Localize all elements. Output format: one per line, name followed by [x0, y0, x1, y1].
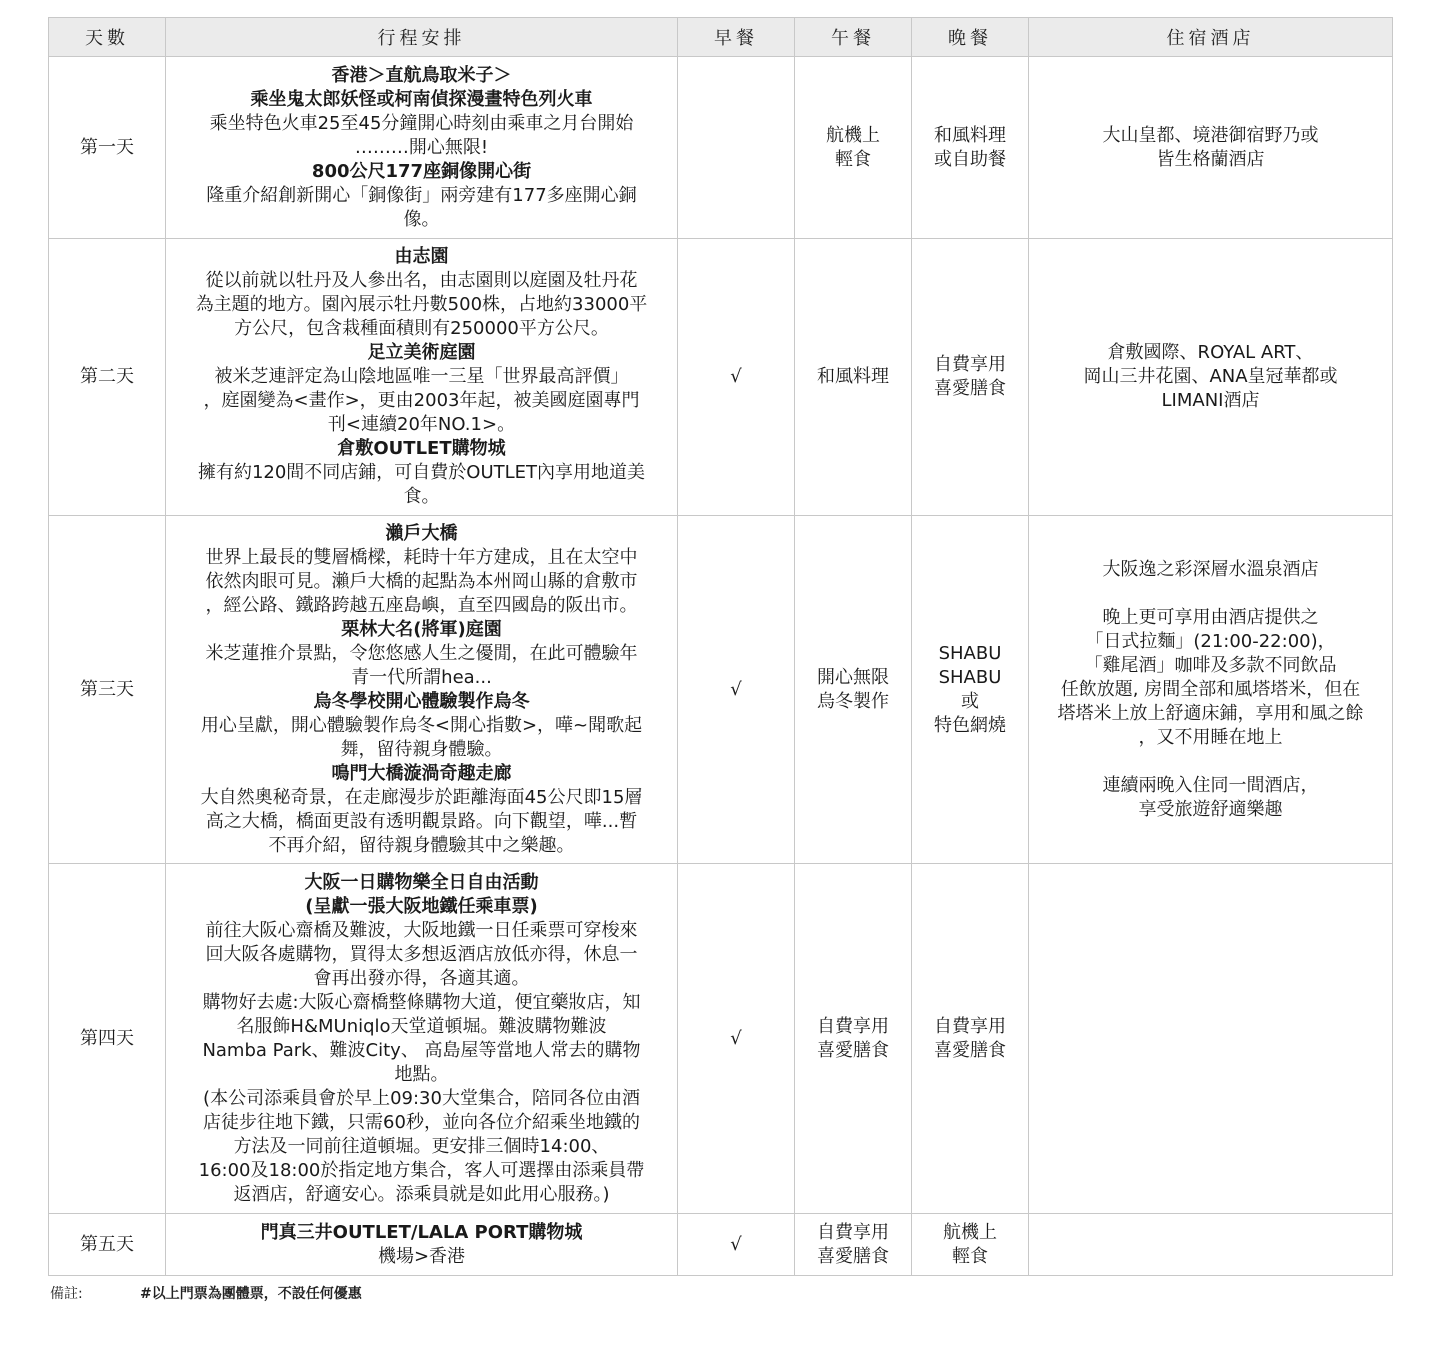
day-cell: 第二天 [49, 239, 166, 516]
header-hotel: 住宿酒店 [1029, 18, 1393, 57]
schedule-title: 瀨戶大橋 [385, 522, 458, 544]
table-row [49, 239, 1393, 516]
header-schedule: 行程安排 [166, 18, 678, 57]
hotel-cell: 大阪逸之彩深層水溫泉酒店 晚上更可享用由酒店提供之 「日式拉麵」(21:00-22:00)， 「雞尾酒」咖啡及多款不同飲品 任飲放題, 房間全部和風塔塔米，但在 塔塔米上放上舒適床鋪，享用和風之餘 ，又不用睡在地上 連續兩晚入住同一間酒店， 享受旅遊舒適樂趣 [1029, 516, 1393, 864]
schedule-title: 足立美術庭園 [367, 342, 476, 363]
day-cell: 第三天 [49, 516, 166, 864]
lunch-cell: 開心無限 烏冬製作 [795, 516, 912, 864]
breakfast-cell: √ [678, 1214, 795, 1276]
schedule-title: 栗林大名(將軍)庭園 [341, 618, 502, 640]
day-cell: 第五天 [49, 1214, 166, 1276]
schedule-cell [166, 516, 678, 864]
dinner-cell: 航機上 輕食 [912, 1214, 1029, 1276]
note-label: 備註: [50, 1286, 83, 1302]
dinner-cell: 自費享用 喜愛膳食 [912, 864, 1029, 1214]
table-row [49, 57, 1393, 239]
table-row [49, 864, 1393, 1214]
hotel-cell [1029, 864, 1393, 1214]
schedule-title: 香港＞直航鳥取米子＞ 乘坐鬼太郎妖怪或柯南偵探漫畫特色列火車 [250, 64, 593, 110]
schedule-desc: 前往大阪心齋橋及難波，大阪地鐵一日任乘票可穿梭來 回大阪各處購物，買得太多想返酒店放低亦得，休息一 會再出發亦得，各適其適。 購物好去處:大阪心齋橋整條購物大道，便宜藥妝店，知 名服飾H&MUniqlo天堂道頓堀。難波購物難波 Namba Park、難波City、 高島屋等當地人常去的購物 地點。 (本公司添乘員會於早上09:30大堂集合，陪同各位由酒 店徒步往地下鐵，只需60秒，並向各位介紹乘坐地鐵的 方法及一同前往道頓堀。更安排三個時14:00、 16:00及18:00於指定地方集合，客人可選擇由添乘員帶 返酒店，舒適安心。添乘員就是如此用心服務。) [198, 919, 645, 1205]
schedule-title: 由志園 [394, 246, 449, 267]
dinner-cell: 自費享用 喜愛膳食 [912, 239, 1029, 516]
schedule-desc: 大自然奧秘奇景，在走廊漫步於距離海面45公尺即15層 高之大橋，橋面更設有透明觀景路。向下觀望，嘩...暫 不再介紹，留待親身體驗其中之樂趣。 [200, 786, 643, 856]
lunch-cell: 和風料理 [795, 239, 912, 516]
header-dinner: 晚餐 [912, 18, 1029, 57]
schedule-title: 倉敷OUTLET購物城 [337, 438, 506, 459]
breakfast-cell: √ [678, 864, 795, 1214]
schedule-desc: 機場>香港 [377, 1245, 466, 1267]
schedule-title: 800公尺177座銅像開心街 [311, 160, 532, 182]
schedule-cell [166, 57, 678, 239]
schedule-desc: 從以前就以牡丹及人參出名，由志園則以庭園及牡丹花 為主題的地方。園內展示牡丹數500株，占地約33000平 方公尺，包含栽種面積則有250000平方公尺。 [195, 270, 648, 339]
lunch-cell: 自費享用 喜愛膳食 [795, 864, 912, 1214]
hotel-cell [1029, 1214, 1393, 1276]
header-day: 天數 [49, 18, 166, 57]
day-cell: 第一天 [49, 57, 166, 239]
schedule-title: 烏冬學校開心體驗製作烏冬 [313, 690, 530, 712]
lunch-cell: 航機上 輕食 [795, 57, 912, 239]
header-lunch: 午餐 [795, 18, 912, 57]
breakfast-cell [678, 57, 795, 239]
hotel-cell: 大山皇都、境港御宿野乃或 皆生格蘭酒店 [1029, 57, 1393, 239]
note-text: #以上門票為團體票，不設任何優惠 [140, 1286, 362, 1302]
schedule-cell [166, 1214, 678, 1276]
table-row [49, 516, 1393, 864]
itinerary-table [48, 17, 1393, 1276]
dinner-cell: SHABU SHABU 或 特色網燒 [912, 516, 1029, 864]
day-cell: 第四天 [49, 864, 166, 1214]
schedule-desc: 乘坐特色火車25至45分鐘開心時刻由乘車之月台開始 ………開心無限! [209, 112, 634, 158]
dinner-cell: 和風料理 或自助餐 [912, 57, 1029, 239]
schedule-desc: 被米芝連評定為山陰地區唯一三星「世界最高評價」 ，庭園變為<畫作>，更由2003年起，被美國庭園專門 刊<連續20年NO.1>。 [203, 366, 640, 435]
breakfast-cell: √ [678, 239, 795, 516]
schedule-desc: 隆重介紹創新開心「銅像街」兩旁建有177多座開心銅 像。 [206, 184, 637, 230]
table-row [49, 1214, 1393, 1276]
schedule-desc: 米芝蓮推介景點，令您悠感人生之優閒，在此可體驗年 青一代所謂hea... [205, 642, 638, 688]
schedule-title: 門真三井OUTLET/LALA PORT購物城 [260, 1221, 583, 1243]
header-row [49, 18, 1393, 57]
schedule-desc: 用心呈獻，開心體驗製作烏冬<開心指數>，嘩~聞歌起 舞，留待親身體驗。 [200, 714, 643, 760]
hotel-cell: 倉敷國際、ROYAL ART、 岡山三井花園、ANA皇冠華都或 LIMANI酒店 [1029, 239, 1393, 516]
lunch-cell: 自費享用 喜愛膳食 [795, 1214, 912, 1276]
schedule-title: 大阪一日購物樂全日自由活動 (呈獻一張大阪地鐵任乘車票) [304, 871, 539, 917]
schedule-cell [166, 239, 678, 516]
schedule-desc: 世界上最長的雙層橋樑，耗時十年方建成，且在太空中 依然肉眼可見。瀨戶大橋的起點為本州岡山縣的倉敷市 ，經公路、鐵路跨越五座島嶼，直至四國島的阪出市。 [205, 546, 638, 616]
breakfast-cell: √ [678, 516, 795, 864]
schedule-cell [166, 864, 678, 1214]
header-breakfast: 早餐 [678, 18, 795, 57]
schedule-desc: 擁有約120間不同店鋪，可自費於OUTLET內享用地道美 食。 [197, 462, 646, 507]
schedule-title: 鳴門大橋漩渦奇趣走廊 [331, 762, 512, 784]
